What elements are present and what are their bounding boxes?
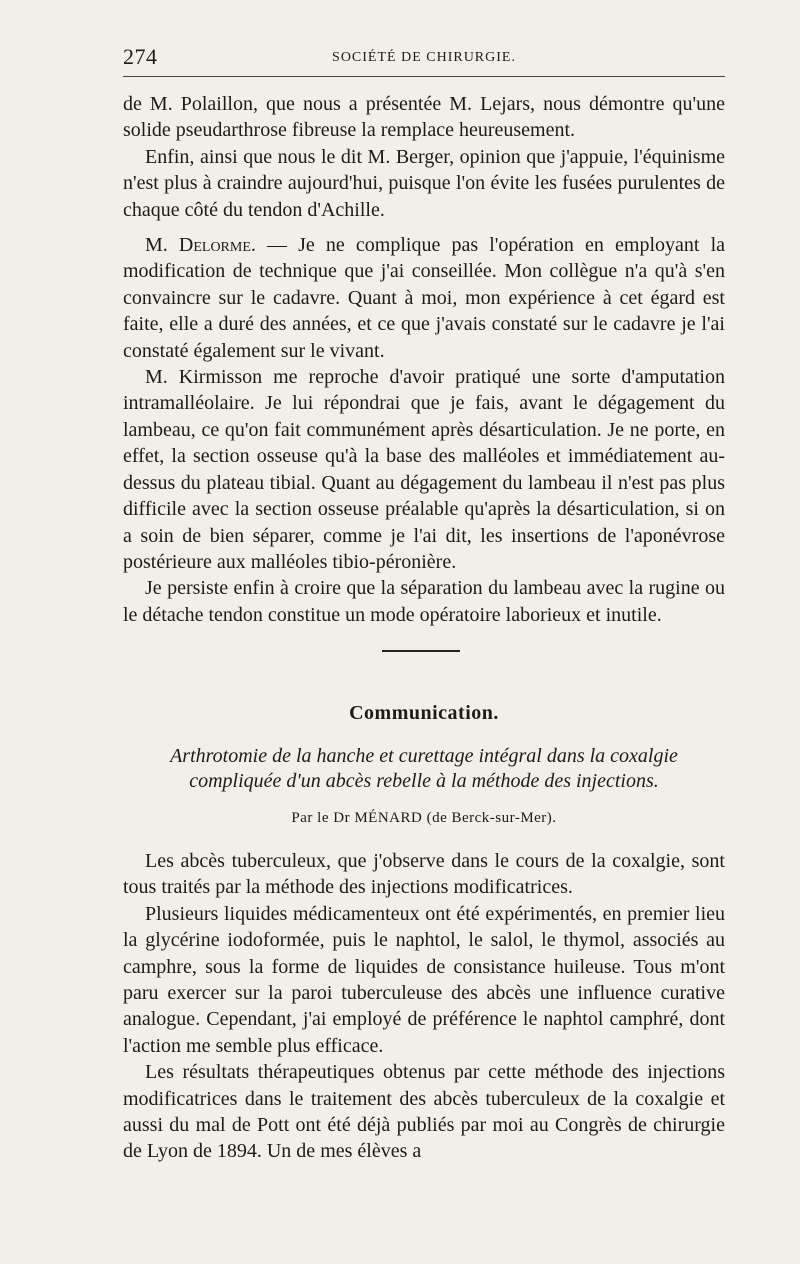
communication-text [123, 848, 725, 1165]
paragraph-text: de M. Polaillon, que nous a présentée M. Lejars, nous démontre qu'une solide pseudarthrose fibreuse la remplace heureusement. [123, 93, 725, 142]
paragraph [123, 144, 725, 223]
paragraph-text: Les abcès tuberculeux, que j'observe dans le cours de la coxalgie, sont tous traités par la méthode des injections modificatrices. [123, 850, 725, 899]
section-divider [382, 650, 460, 652]
paragraph [123, 91, 725, 144]
page-number: 274 [123, 44, 158, 69]
header-rule [123, 76, 725, 77]
running-head: SOCIÉTÉ DE CHIRURGIE. [332, 50, 516, 65]
paragraph-text: Les résultats thérapeutiques obtenus par cette méthode des injections modificatrices dans le traitement des abcès tuberculeux de la coxalgie et aussi du mal de Pott ont été déjà publiés par moi au Congrès de chirurgie de Lyon de 1894. Un de mes élèves a [123, 1061, 725, 1163]
speaker-name: M. Delorme. [145, 234, 256, 257]
page-header [123, 42, 725, 70]
paragraph [123, 575, 725, 628]
paragraph-text: Plusieurs liquides médicamenteux ont été expérimentés, en premier lieu la glycérine iodoformée, puis le naphtol, le salol, le thymol, associés au camphre, sous la forme de liquides de consistance huileuse. Tous m'ont paru exercer sur la paroi tuberculeuse des abcès une influence curative analogue. Cependant, j'ai employé de préférence le naphtol camphré, dont l'action me semble plus efficace. [123, 902, 725, 1057]
author-line: Par le Dr MÉNARD (de Berck-sur-Mer). [291, 810, 557, 826]
paragraph [123, 848, 725, 901]
discussion-text [123, 91, 725, 628]
paragraph [123, 364, 725, 575]
paragraph [123, 1059, 725, 1165]
article-title: Arthrotomie de la hanche et curettage intégral dans la coxalgie compliquée d'un abcès rebelle à la méthode des injections. [170, 745, 678, 792]
paragraph-text: Je persiste enfin à croire que la séparation du lambeau avec la rugine ou le détache tendon constitue un mode opératoire laborieux et inutile. [123, 577, 725, 626]
paragraph-text: Enfin, ainsi que nous le dit M. Berger, opinion que j'appuie, l'équinisme n'est plus à craindre aujourd'hui, puisque l'on évite les fusées purulentes de chaque côté du tendon d'Achille. [123, 145, 725, 221]
paragraph [123, 232, 725, 364]
paragraph [123, 901, 725, 1059]
section-title: Communication. [349, 702, 499, 724]
paragraph-text: M. Kirmisson me reproche d'avoir pratiqué une sorte d'amputation intramalléolaire. Je lui répondrai que je fais, avant le dégagement du lambeau, ce qu'on fait communément après désarticulation. Je ne porte, en effet, la section osseuse qu'à la base des malléoles et immédiatement au-dessus du plateau tibial. Quant au dégagement du lambeau il n'est pas plus difficile avec la section osseuse préalable qu'après la désarticulation, si on a soin de bien séparer, comme je l'ai dit, les insertions de l'aponévrose postérieure aux malléoles tibio-péronière. [123, 366, 725, 573]
paragraph-text: — Je ne complique pas l'opération en employant la modification de technique que j'ai conseillée. Mon collègue n'a qu'à s'en convaincre sur le cadavre. Quant à moi, mon expérience à cet égard est faite, elle a duré des années, et ce que j'avais constaté sur le cadavre je l'ai constaté également sur le vivant. [123, 234, 726, 362]
